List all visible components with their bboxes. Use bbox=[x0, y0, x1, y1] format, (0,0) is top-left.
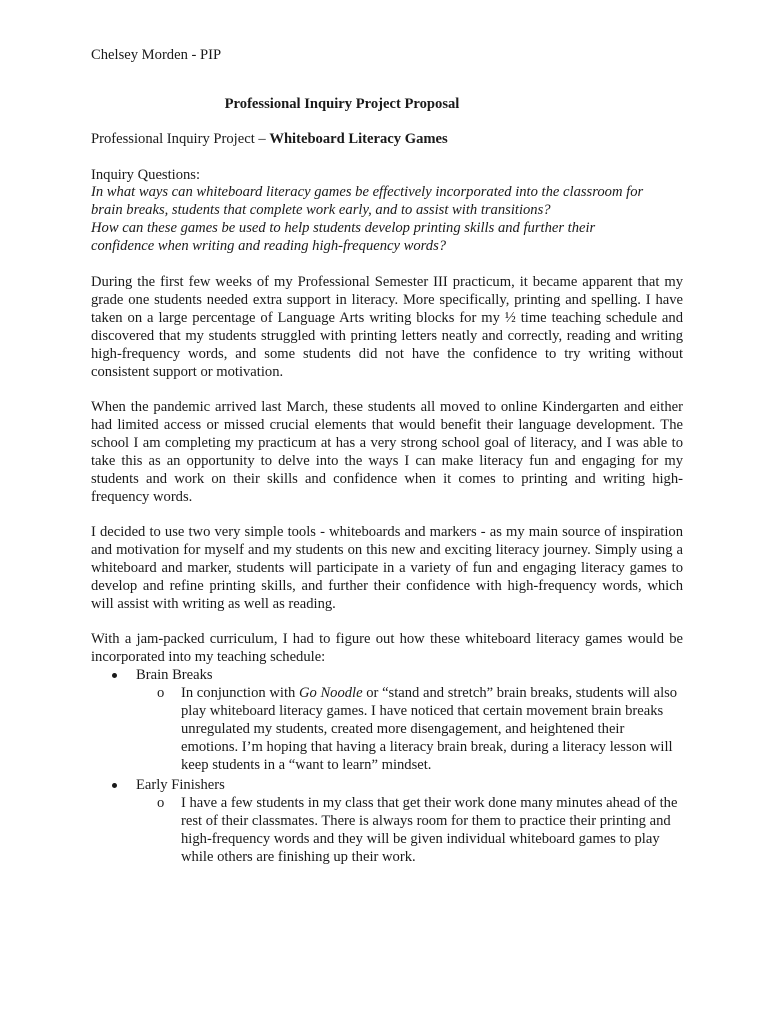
paragraph-tools: I decided to use two very simple tools - whiteboards and markers - as my main source of inspiration and motivation for myself and my students on this new and exciting literacy journey. Simply using a whiteboard and marker, students will participate in a variety of fun and engaging literacy games to develop and refine printing skills, and further their confidence with high-frequency words, which will assist with writing as well as reading. bbox=[91, 524, 683, 612]
project-line bbox=[91, 130, 448, 148]
inquiry-questions-label: Inquiry Questions: bbox=[91, 167, 201, 183]
document-title: Professional Inquiry Project Proposal bbox=[224, 96, 460, 112]
paragraph-practicum: During the first few weeks of my Professional Semester III practicum, it became apparent that my grade one students needed extra support in literacy. More specifically, printing and spelling. I have taken on a large percentage of Language Arts writing blocks for my ½ time teaching schedule and discovered that my students struggled with printing letters neatly and correctly, reading and writing high-frequency words, and some students did not have the confidence to try writing without consistent support or motivation. bbox=[91, 274, 683, 380]
paragraph-pandemic: When the pandemic arrived last March, these students all moved to online Kindergarten and either had limited access or missed crucial elements that would benefit their language development. The school I am completing my practicum at has a very strong school goal of literacy, and I was able to take this as an opportunity to delve into the ways I can make literacy fun and engaging for my students and work on their skills and confidence when it comes to printing and writing high-frequency words. bbox=[91, 399, 683, 505]
sub-bullet-text bbox=[181, 684, 683, 774]
inquiry-question-2-line-2: confidence when writing and reading high-frequency words? bbox=[91, 238, 447, 254]
sub-text-post: or “stand and stretch” brain breaks, students will also play whiteboard literacy games. I have noticed that certain movement brain breaks unregulated my students, created more disengagement, and heightened their emotions. I’m hoping that having a literacy brain break, during a literacy lesson will keep students in a “want to learn” mindset. bbox=[181, 685, 678, 773]
bullet-dot-icon bbox=[112, 783, 117, 788]
sub-text-pre: In conjunction with bbox=[181, 685, 299, 701]
project-prefix: Professional Inquiry Project – bbox=[91, 131, 270, 147]
author-header: Chelsey Morden - PIP bbox=[91, 47, 222, 63]
sub-bullet-text: I have a few students in my class that get their work done many minutes ahead of the rest of their classmates. There is always room for them to practice their printing and high-frequency words and they will be given individual whiteboard games to play while others are finishing up their work. bbox=[181, 795, 678, 865]
bullet-dot-icon bbox=[112, 673, 117, 678]
inquiry-question-1-line-1: In what ways can whiteboard literacy games be effectively incorporated into the classroom for bbox=[91, 184, 644, 200]
bullet-label: Brain Breaks bbox=[136, 667, 213, 683]
paragraph-curriculum: With a jam-packed curriculum, I had to figure out how these whiteboard literacy games would be incorporated into my teaching schedule: bbox=[91, 631, 683, 665]
inquiry-question-1-line-2: brain breaks, students that complete work early, and to assist with transitions? bbox=[91, 202, 551, 218]
sub-text-italic: Go Noodle bbox=[298, 685, 363, 701]
sub-bullet-marker: o bbox=[157, 795, 165, 811]
project-name: Whiteboard Literacy Games bbox=[269, 131, 448, 147]
inquiry-question-2-line-1: How can these games be used to help students develop printing skills and further their bbox=[91, 220, 596, 236]
sub-bullet-marker: o bbox=[157, 685, 165, 701]
bullet-label: Early Finishers bbox=[136, 777, 225, 793]
